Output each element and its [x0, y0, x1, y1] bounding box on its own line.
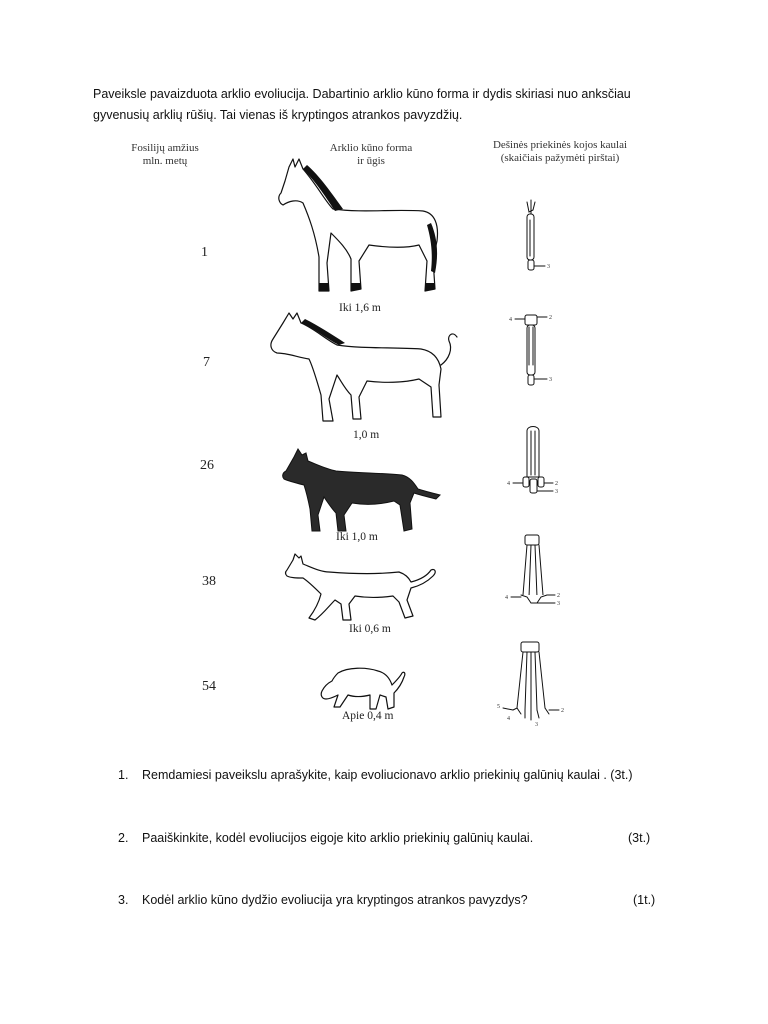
age-row-2: 7 — [203, 355, 210, 370]
size-row-4: Iki 0,6 m — [349, 623, 391, 635]
digit-label-row2-2: 2 — [549, 315, 552, 321]
question-2 — [118, 831, 533, 845]
question-1-number: 1. — [118, 768, 129, 782]
digit-label-row3-3: 3 — [555, 489, 558, 495]
digit-label-row2-3: 3 — [549, 377, 552, 383]
header-fossil-age — [115, 142, 215, 168]
digit-label-row5-4: 4 — [507, 716, 510, 722]
digit-label-row2-4: 4 — [509, 317, 512, 323]
horse-evolution-figure — [113, 133, 658, 733]
age-row-5: 54 — [202, 679, 216, 694]
question-3-text: Kodėl arklio kūno dydžio evoliucija yra kryptingos atrankos pavyzdys? — [142, 893, 528, 907]
age-row-3: 26 — [200, 458, 214, 473]
question-1 — [118, 768, 633, 782]
question-3 — [118, 893, 528, 907]
digit-label-row1-3: 3 — [547, 264, 550, 270]
digit-label-row4-4: 4 — [505, 595, 508, 601]
digit-label-row5-3: 3 — [535, 722, 538, 728]
leg-bones-icon — [513, 198, 563, 278]
header-leg-bones — [465, 139, 655, 165]
question-2-number: 2. — [118, 831, 129, 845]
leg-bones-icon — [503, 311, 563, 391]
digit-label-row4-3: 3 — [557, 601, 560, 607]
merychippus-icon — [263, 305, 463, 433]
digit-label-row3-4: 4 — [507, 481, 510, 487]
header-fossil-age-line1: Fosilijų amžius — [131, 142, 199, 154]
age-row-1: 1 — [201, 245, 208, 260]
intro-line-2: gyvenusių arklių rūšių. Tai vienas iš kryptingos atrankos pavyzdžių. — [93, 108, 463, 122]
orohippus-icon — [281, 548, 441, 628]
question-3-number: 3. — [118, 893, 129, 907]
question-2-points: (3t.) — [628, 831, 651, 845]
digit-label-row5-2: 2 — [561, 708, 564, 714]
eohippus-icon — [318, 663, 408, 715]
leg-bones-icon — [501, 531, 565, 615]
size-row-5: Apie 0,4 m — [342, 710, 394, 722]
digit-label-row4-2: 2 — [557, 593, 560, 599]
header-body-shape-line2: ir ūgis — [357, 155, 385, 167]
size-row-1: Iki 1,6 m — [339, 302, 381, 314]
digit-label-row5-5: 5 — [497, 704, 500, 710]
age-row-4: 38 — [202, 574, 216, 589]
leg-bones-icon — [501, 421, 565, 505]
header-fossil-age-line2: mln. metų — [142, 155, 188, 167]
size-row-2: 1,0 m — [353, 429, 380, 441]
modern-horse-icon — [273, 153, 453, 303]
leg-bones-icon — [495, 638, 569, 730]
digit-label-row3-2: 2 — [555, 481, 558, 487]
intro-paragraph — [93, 84, 683, 126]
size-row-3: Iki 1,0 m — [336, 531, 378, 543]
question-2-text: Paaiškinkite, kodėl evoliucijos eigoje kito arklio priekinių galūnių kaulai. — [142, 831, 534, 845]
mesohippus-icon — [278, 443, 448, 535]
question-3-points: (1t.) — [633, 893, 656, 907]
header-leg-bones-line1: Dešinės priekinės kojos kaulai — [492, 139, 628, 151]
question-1-text: Remdamiesi paveikslu aprašykite, kaip evoliucionavo arklio priekinių galūnių kaulai . (3t.) — [142, 768, 633, 782]
intro-line-1: Paveiksle pavaizduota arklio evoliucija. Dabartinio arklio kūno forma ir dydis skiriasi nuo anksčiau — [93, 87, 631, 101]
header-leg-bones-line2: (skaičiais pažymėti pirštai) — [500, 152, 620, 164]
header-body-shape-line1: Arklio kūno forma — [329, 142, 413, 154]
